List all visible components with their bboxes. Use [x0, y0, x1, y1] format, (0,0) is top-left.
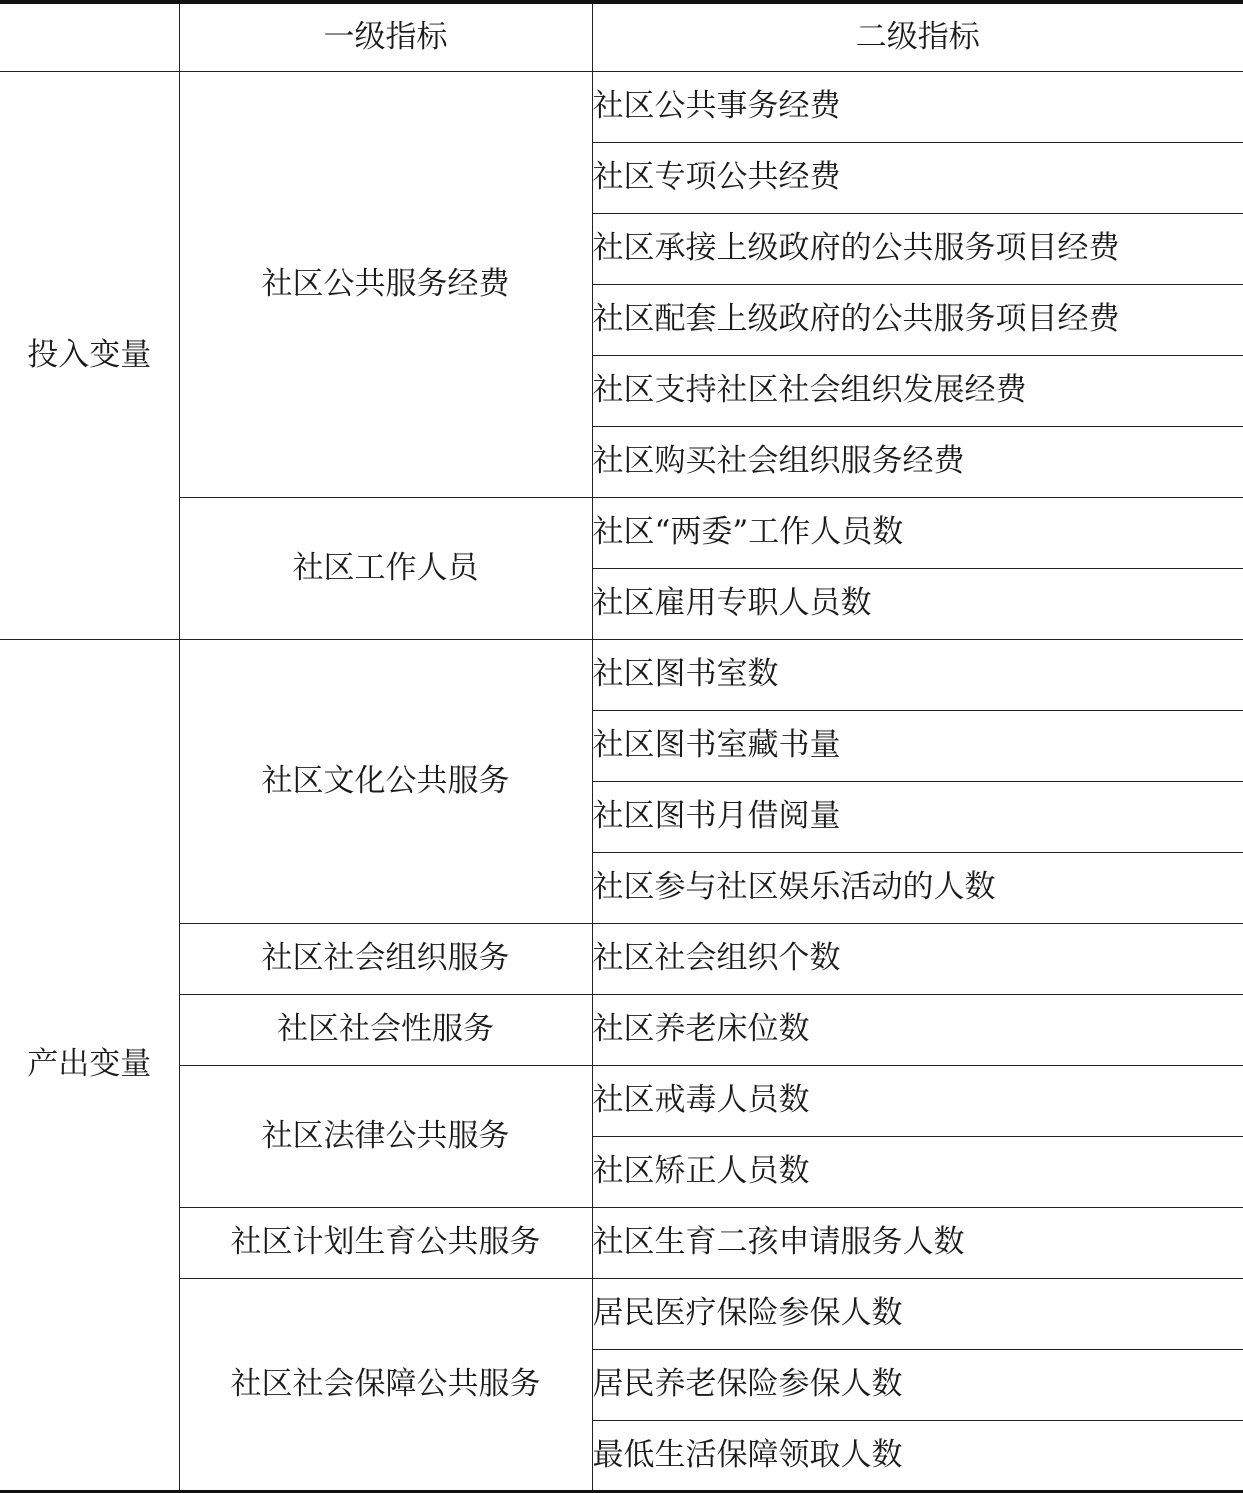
level2-cell: 社区图书室数 — [592, 639, 1243, 710]
level2-cell: 社区参与社区娱乐活动的人数 — [592, 852, 1243, 923]
level1-cell: 社区工作人员 — [179, 497, 592, 639]
header-category — [0, 2, 179, 71]
table-row — [0, 1065, 1243, 1136]
table-row — [0, 994, 1243, 1065]
level2-cell: 社区配套上级政府的公共服务项目经费 — [592, 284, 1243, 355]
level2-cell: 社区承接上级政府的公共服务项目经费 — [592, 213, 1243, 284]
level2-cell: 社区雇用专职人员数 — [592, 568, 1243, 639]
level2-cell: 社区矫正人员数 — [592, 1136, 1243, 1207]
table-row — [0, 639, 1243, 710]
category-cell: 投入变量 — [0, 71, 179, 639]
table-row — [0, 71, 1243, 142]
level2-cell: 最低生活保障领取人数 — [592, 1420, 1243, 1491]
category-cell: 产出变量 — [0, 639, 179, 1491]
level2-cell: 社区购买社会组织服务经费 — [592, 426, 1243, 497]
level2-cell: 居民医疗保险参保人数 — [592, 1278, 1243, 1349]
level2-cell: 社区图书月借阅量 — [592, 781, 1243, 852]
level2-cell: 社区生育二孩申请服务人数 — [592, 1207, 1243, 1278]
level2-cell: 社区专项公共经费 — [592, 142, 1243, 213]
level2-cell: 社区社会组织个数 — [592, 923, 1243, 994]
level2-cell: 居民养老保险参保人数 — [592, 1349, 1243, 1420]
header-level2: 二级指标 — [592, 2, 1243, 71]
level2-cell: 社区戒毒人员数 — [592, 1065, 1243, 1136]
level2-cell: 社区公共事务经费 — [592, 71, 1243, 142]
level2-cell: 社区养老床位数 — [592, 994, 1243, 1065]
level1-cell: 社区计划生育公共服务 — [179, 1207, 592, 1278]
level1-cell: 社区社会组织服务 — [179, 923, 592, 994]
table-row — [0, 1207, 1243, 1278]
table-row — [0, 1278, 1243, 1349]
level1-cell: 社区社会性服务 — [179, 994, 592, 1065]
level1-cell: 社区公共服务经费 — [179, 71, 592, 497]
level1-cell: 社区法律公共服务 — [179, 1065, 592, 1207]
header-level1: 一级指标 — [179, 2, 592, 71]
table-row — [0, 497, 1243, 568]
level2-cell: 社区“两委”工作人员数 — [592, 497, 1243, 568]
header-row — [0, 2, 1243, 71]
level2-cell: 社区支持社区社会组织发展经费 — [592, 355, 1243, 426]
table-row — [0, 923, 1243, 994]
level1-cell: 社区文化公共服务 — [179, 639, 592, 923]
level2-cell: 社区图书室藏书量 — [592, 710, 1243, 781]
level1-cell: 社区社会保障公共服务 — [179, 1278, 592, 1491]
